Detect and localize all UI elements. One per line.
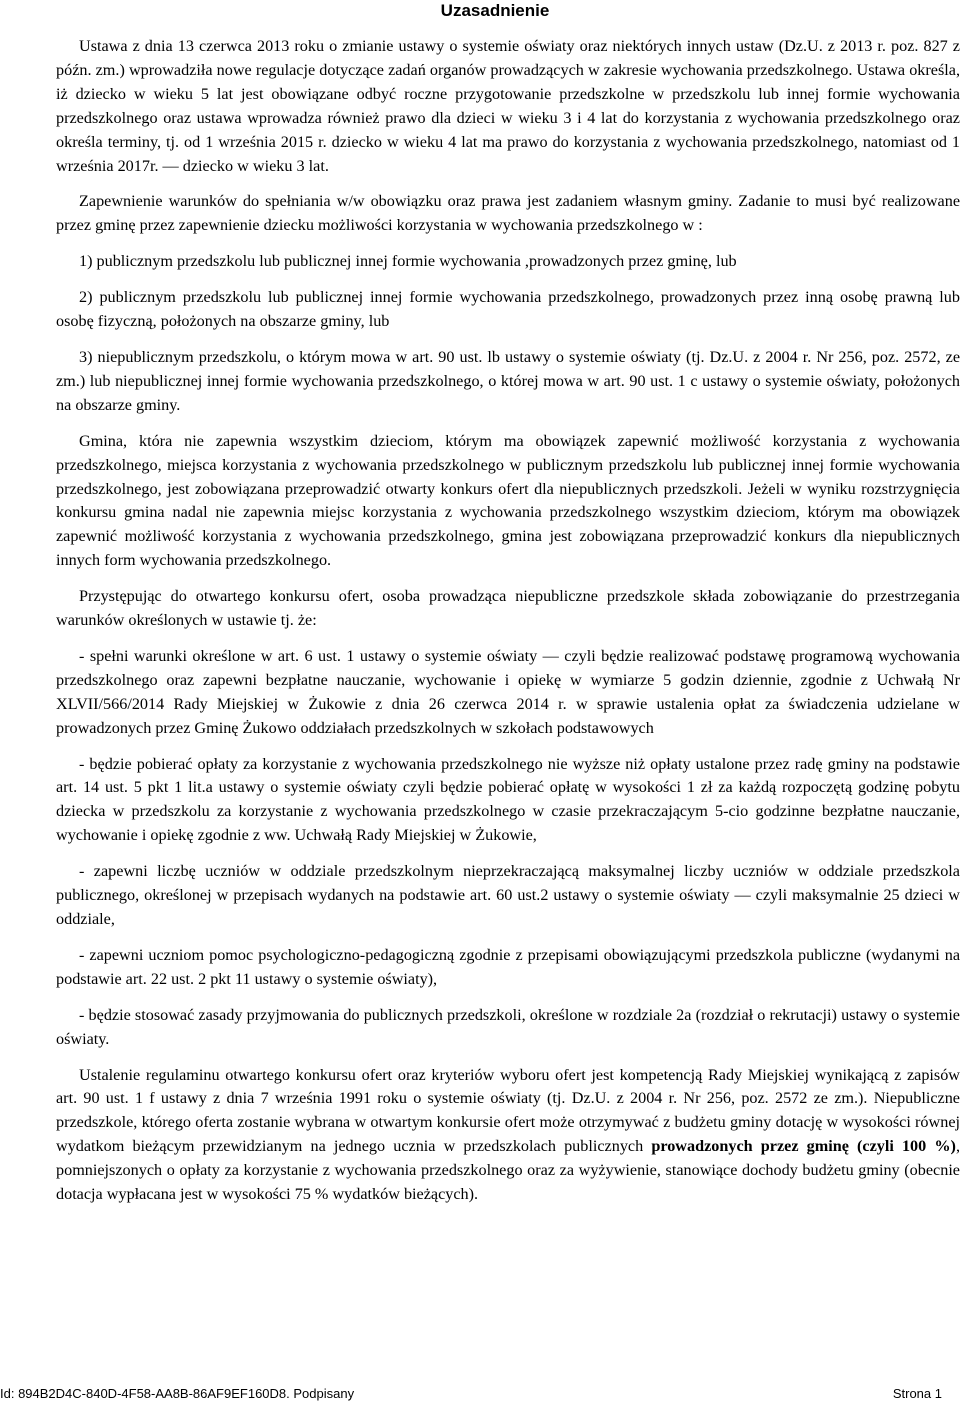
paragraph-final — [56, 1064, 960, 1207]
condition-item-1: - spełni warunki określone w art. 6 ust. 1 ustawy o systemie oświaty — czyli będzie realizować podstawę programową wychowania przedszkolnego oraz zapewni bezpłatne nauczanie, wychowanie i opiekę w wymiarze 5 godzin dziennie, zgodnie z Uchwałą Nr XLVII/566/2014 Rady Miejskiej w Żukowie z dnia 26 czerwca 2014 r. w sprawie ustalenia opłat za świadczenia udzielane w prowadzonych przez Gminę Żukowo oddziałach przedszkolnych w szkołach podstawowych — [56, 646, 960, 737]
document-title: Uzasadnienie — [440, 1, 550, 20]
final-text-part1: Ustalenie regulaminu otwartego konkursu ofert oraz kryteriów wyboru ofert jest kompetencją Rady Miejskiej wynikającą z zapisów art. 90 ust. 1 f ustawy z dnia 7 września 1991 roku o systemie oświaty (tj. Dz.U. z 2004 r. Nr 256, poz. 2572 ze zm.). Niepubliczne przedszkole, którego oferta zostanie wybrana w otwartym konkursie ofert może otrzymywać z budżetu gminy dotację w wysokości równej wydatkom bieżącym przewidzianym na jednego ucznia w przedszkolach publicznych — [56, 1065, 960, 1156]
condition-item-3: - zapewni liczbę uczniów w oddziale przedszkolnym nieprzekraczającą maksymalnej liczby uczniów w oddziale przedszkola publicznego, określonej w przepisach wydanych na podstawie art. 60 ust.2 ustawy o systemie oświaty — czyli maksymalnie 25 dzieci w oddziale, — [56, 862, 960, 928]
page-number: Strona 1 — [892, 1386, 942, 1401]
final-text-bold: prowadzonych przez gminę (czyli 100 %) — [651, 1137, 956, 1156]
condition-item-5: - będzie stosować zasady przyjmowania do publicznych przedszkoli, określone w rozdziale 2a (rozdział o rekrutacji) ustawy o systemie oświaty. — [56, 1005, 960, 1048]
condition-item-4: - zapewni uczniom pomoc psychologiczno-pedagogiczną zgodnie z przepisami obowiązującymi przedszkola publiczne (wydanymi na podstawie art. 22 ust. 2 pkt 11 ustawy o systemie oświaty), — [56, 945, 960, 988]
document-id-signature: Id: 894B2D4C-840D-4F58-AA8B-86AF9EF160D8. Podpisany — [0, 1386, 355, 1401]
paragraph-zobowiazanie: Przystępując do otwartego konkursu ofert, osoba prowadząca niepubliczne przedszkole składa zobowiązanie do przestrzegania warunków określonych w ustawie tj. że: — [56, 587, 960, 630]
document-body — [56, 35, 960, 1207]
list-item-3: 3) niepublicznym przedszkolu, o którym mowa w art. 90 ust. lb ustawy o systemie oświaty (tj. Dz.U. z 2004 r. Nr 256, poz. 2572, ze zm.) lub niepublicznej innej formie wychowania przedszkolnego, o której mowa w art. 90 ust. 1 c ustawy o systemie oświaty, położonych na obszarze gminy. — [56, 347, 960, 414]
list-item-1: 1) publicznym przedszkolu lub publicznej innej formie wychowania ,prowadzonych przez gminę, lub — [79, 252, 737, 271]
page-footer — [0, 1384, 942, 1404]
paragraph-konkurs: Gmina, która nie zapewnia wszystkim dzieciom, którym ma obowiązek zapewnić możliwość korzystania z wychowania przedszkolnego, miejsca korzystania z wychowania przedszkolnego w publicznym przedszkolu lub publicznej innej formie wychowania przedszkolnego, jest zobowiązana przeprowadzić otwarty konkurs ofert dla niepublicznych przedszkoli. Jeżeli w wyniku rozstrzygnięcia konkursu gmina nadal nie zapewnia miejsc korzystania z wychowania przedszkolnego wszystkim dzieciom, którym ma obowiązek zapewnić możliwość korzystania z wychowania przedszkolnego, gmina jest zobowiązana przeprowadzić konkurs dla niepublicznych innych form wychowania przedszkolnego. — [56, 431, 960, 570]
condition-item-2: - będzie pobierać opłaty za korzystanie z wychowania przedszkolnego nie wyższe niż opłaty ustalone przez radę gminy na podstawie art. 14 ust. 5 pkt 1 lit.a ustawy o systemie oświaty czyli będzie pobierać opłatę w wysokości 1 zł za każdą rozpoczętą godzinę pobytu dziecka w przedszkolu za korzystanie z wychowania przedszkolnego w czasie przekraczającym 5-cio godzinne bezpłatne nauczanie, wychowanie i opiekę zgodnie z ww. Uchwałą Rady Miejskiej w Żukowie, — [56, 754, 960, 845]
paragraph-intro: Ustawa z dnia 13 czerwca 2013 roku o zmianie ustawy o systemie oświaty oraz niektórych innych ustaw (Dz.U. z 2013 r. poz. 827 z późn. zm.) wprowadziła nowe regulacje dotyczące zadań organów prowadzących w zakresie wychowania przedszkolnego. Ustawa określa, iż dziecko w wieku 5 lat jest obowiązane odbyć roczne przygotowanie przedszkolne w przedszkolu lub innej formie wychowania przedszkolnego oraz ustawa wprowadza również prawo dla dzieci w wieku 3 i 4 lat do korzystania z wychowania przedszkolnego oraz określa terminy, tj. od 1 września 2015 r. dziecko w wieku 4 lat ma prawo do korzystania z wychowania przedszkolnego, natomiast od 1 września 2017r. — dziecko w wieku 3 lat. — [56, 37, 960, 175]
paragraph-gmina-task: Zapewnienie warunków do spełniania w/w obowiązku oraz prawa jest zadaniem własnym gminy. Zadanie to musi być realizowane przez gminę przez zapewnienie dziecku możliwości korzystania w wychowania przedszkolnego w : — [56, 192, 960, 235]
list-item-2: 2) publicznym przedszkolu lub publicznej innej formie wychowania przedszkolnego, prowadzonych przez inną osobę prawną lub osobę fizyczną, położonych na obszarze gminy, lub — [56, 288, 960, 331]
final-text-part2: , pomniejszonych o opłaty za korzystanie z wychowania przedszkolnego oraz za wyżywienie, stanowiące dochody budżetu gminy (obecnie dotacja wypłacana jest w wysokości 75 % wydatków bieżących). — [56, 1137, 960, 1204]
